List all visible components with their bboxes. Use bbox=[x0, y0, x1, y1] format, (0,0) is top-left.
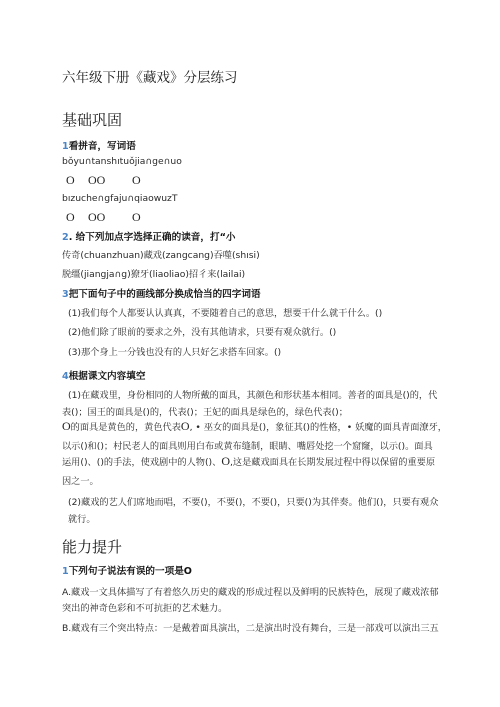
answer-box: O bbox=[132, 210, 141, 224]
fill-paragraph-1-line-2: 表()；国王的面具是()的，代表()；王妃的面具是绿色的，绿色代表()； bbox=[62, 407, 348, 418]
section-heading-basic: 基础巩固 bbox=[62, 111, 123, 129]
option-b-line-1: B.藏戏有三个突出特点：一是戴着面具演出，二是演出时没有舞台，三是一部戏可以演出三五 bbox=[62, 623, 439, 634]
question-number: 1 bbox=[62, 141, 69, 152]
fill-paragraph-1-line-3 bbox=[62, 419, 447, 434]
section-heading-advanced: 能力提升 bbox=[62, 538, 123, 556]
question-text: 把下面句子中的画线部分换成恰当的四字词语 bbox=[68, 289, 261, 300]
fill-paragraph-1-line-1: (1)在藏戏里，身份相同的人物所戴的面具，其颜色和形状基本相同。善者的面具是()的，代 bbox=[68, 390, 438, 401]
sentence-item: (2)他们除了眼前的要求之外，没有其他请求，只要有观众就行。() bbox=[68, 327, 337, 338]
question-5-heading bbox=[62, 563, 192, 577]
pinyin-line-1: bǒyu∩tanshıtuǒjia∩ge∩uo bbox=[62, 156, 182, 167]
answer-box: O bbox=[62, 419, 71, 433]
question-number: 4 bbox=[62, 371, 69, 382]
text-run: , • 巫女的面具是()，象征其()的性格，• 妖魔的面具青面潦牙， bbox=[189, 422, 447, 433]
text-run: 的面具是黄色的，黄色代表 bbox=[70, 422, 181, 433]
text-run: ,这是藏戏面具在长期发展过程中得以保留的重要原 bbox=[230, 457, 436, 468]
reading-line-2: 脱缰(jiangja∩g)獠牙(liaoliao)招彳来(lailai) bbox=[62, 269, 246, 280]
question-text: 看拼音，写词语 bbox=[68, 141, 136, 152]
question-text: . 给下列加点字选择正确的读音，打“小 bbox=[68, 232, 236, 243]
option-a-line-1: A.藏戏一文具体描写了有着悠久历史的藏戏的形成过程以及鲜明的民族特色，展现了藏戏浓郁 bbox=[62, 587, 439, 598]
option-a-line-2: 突出的神奇色彩和不可抗拒的艺术魅力。 bbox=[62, 603, 228, 614]
question-3-heading bbox=[62, 286, 261, 300]
answer-box: OO bbox=[88, 173, 106, 187]
question-number: 1 bbox=[62, 566, 69, 577]
answer-box: O bbox=[66, 210, 75, 224]
pinyin-line-2: bızuche∩gfaju∩qiaowuzT bbox=[62, 193, 178, 204]
fill-paragraph-1-line-5 bbox=[62, 454, 435, 469]
text-run: 运用()、()的手法，使戏剧中的人物()、 bbox=[62, 457, 222, 468]
question-4-heading bbox=[62, 368, 145, 382]
question-number: 2 bbox=[62, 232, 69, 243]
reading-line-1: 传奇(chuanzhuan)藏戏(zangcang)吞噬(shısi) bbox=[62, 250, 260, 261]
answer-box: O bbox=[180, 419, 190, 433]
answer-box: O bbox=[132, 173, 141, 187]
answer-box: OO bbox=[88, 210, 106, 224]
fill-paragraph-2-line-1: (2)藏戏的艺人们席地而唱，不要()，不要()，不要()，只要()为其伴奏。他们()，只要有观众 bbox=[68, 497, 439, 508]
page-title: 六年级下册《藏戏》分层练习 bbox=[62, 70, 238, 86]
sentence-item: (3)那个身上一分钱也没有的人只好乞求搭车回家。() bbox=[68, 347, 282, 358]
question-text: 根据课文内容填空 bbox=[68, 371, 146, 382]
fill-paragraph-2-line-2: 就行。 bbox=[68, 514, 96, 525]
answer-box: O bbox=[66, 173, 75, 187]
fill-paragraph-1-line-6: 因之一。 bbox=[62, 476, 99, 487]
question-number: 3 bbox=[62, 289, 69, 300]
fill-paragraph-1-line-4: 以示()和()；村民老人的面具则用白布或黄布缝制，眼睛、嘴唇处挖一个窟窿，以示()。面具 bbox=[62, 441, 433, 452]
answer-box: O bbox=[221, 454, 230, 468]
sentence-item: (1)我们每个人都要认认真真，不要随着自己的意思，想要干什么就干什么。() bbox=[68, 308, 383, 319]
question-text: 下列句子说法有误的一项是O bbox=[68, 566, 192, 577]
question-1-heading bbox=[62, 138, 136, 152]
question-2-heading bbox=[62, 229, 235, 243]
